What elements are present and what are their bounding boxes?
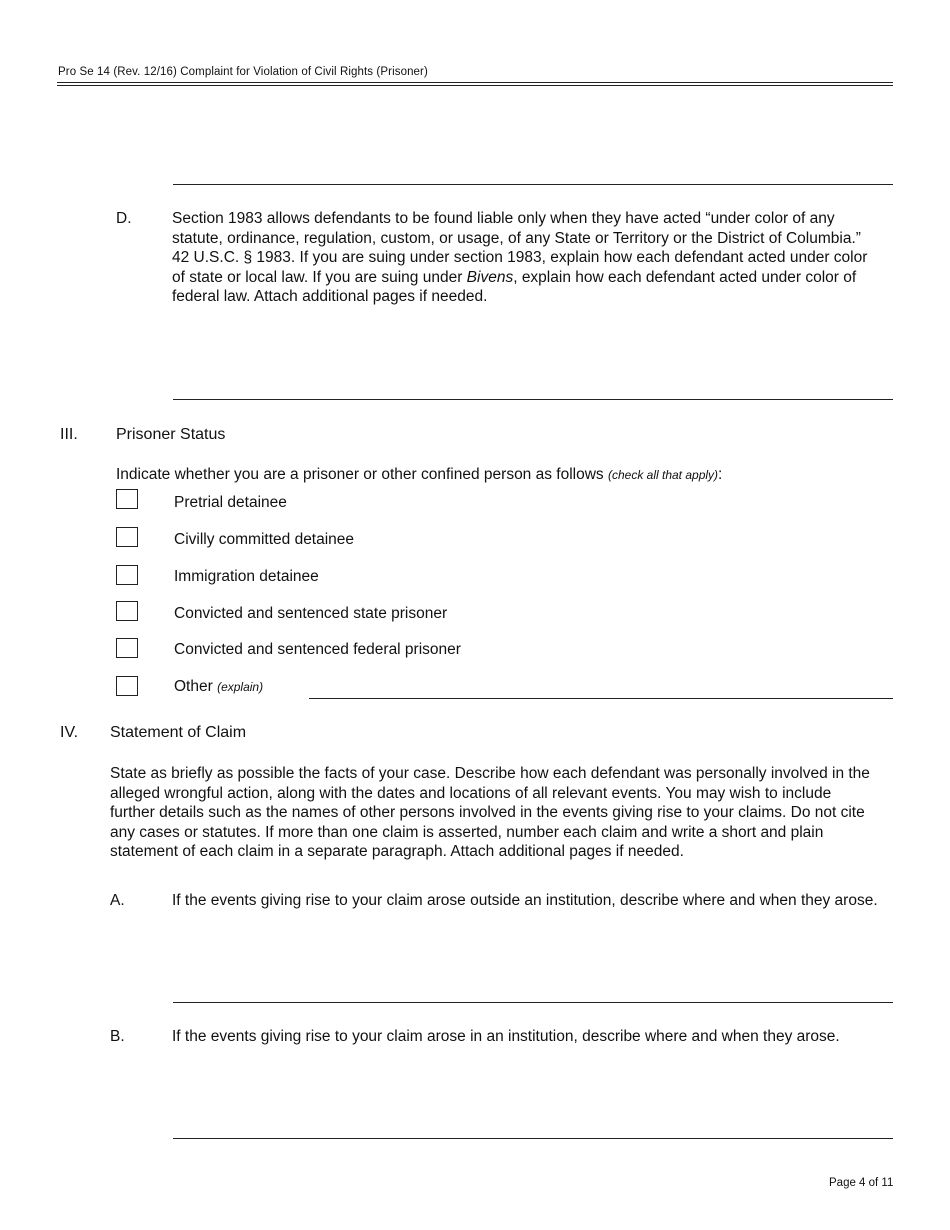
- section-iv-b-letter: B.: [110, 1028, 125, 1045]
- section-d-text-part1: Section 1983 allows defendants to be found liable only when they have acted “under color of any statute, ordinance, regulation, custom, or usage, of any State or Territory or the District of Columbia.” 42 U.S.C. § 1983. If you are suing under section 1983, explain how each defendant acted under color of state or local law. If you are suing under: [172, 210, 868, 286]
- instruction-note: (check all that apply): [607, 468, 719, 482]
- checkbox-other[interactable]: [116, 676, 138, 696]
- section-iv-a-text: If the events giving rise to your claim arose outside an institution, describe where and when they arose.: [172, 892, 878, 909]
- section-iii-instruction: [116, 465, 722, 486]
- checkbox-federal-prisoner[interactable]: [116, 638, 138, 658]
- checkbox-immigration-detainee[interactable]: [116, 565, 138, 585]
- checkbox-civilly-committed-detainee[interactable]: [116, 527, 138, 547]
- section-d-text-part2: , explain how each defendant acted under color of federal law. Attach additional pages if needed.: [172, 268, 857, 306]
- section-iii-numeral: III.: [60, 426, 78, 443]
- header-rule-bottom: [57, 85, 893, 86]
- label-state-prisoner: Convicted and sentenced state prisoner: [174, 605, 448, 622]
- section-iv-a-letter: A.: [110, 892, 125, 909]
- form-header-title: Pro Se 14 (Rev. 12/16) Complaint for Violation of Civil Rights (Prisoner): [58, 66, 428, 78]
- section-iv-b-answer-line[interactable]: [173, 1138, 893, 1139]
- instruction-text: Indicate whether you are a prisoner or other confined person as follows: [116, 466, 604, 483]
- previous-answer-line[interactable]: [173, 184, 893, 185]
- other-explain-line[interactable]: [309, 698, 893, 699]
- label-other-text: Other: [174, 678, 213, 695]
- page-number: Page 4 of 11: [829, 1177, 894, 1189]
- label-immigration-detainee: Immigration detainee: [174, 568, 319, 585]
- checkbox-pretrial-detainee[interactable]: [116, 489, 138, 509]
- section-d-letter: D.: [116, 210, 132, 227]
- label-other-note: (explain): [217, 680, 264, 694]
- checkbox-state-prisoner[interactable]: [116, 601, 138, 621]
- label-other: [174, 678, 263, 696]
- section-iv-numeral: IV.: [60, 724, 79, 741]
- section-iv-instructions: State as briefly as possible the facts of your case. Describe how each defendant was personally involved in the alleged wrongful action, along with the dates and locations of all relevant events. You may wish to include further details such as the names of other persons involved in the events giving rise to your claims. Do not cite any cases or statutes. If more than one claim is asserted, number each claim and write a short and plain statement of each claim in a separate paragraph. Attach additional pages if needed.: [110, 765, 870, 861]
- label-civilly-committed-detainee: Civilly committed detainee: [174, 531, 355, 548]
- section-iii-title: Prisoner Status: [116, 426, 226, 443]
- section-d-answer-line[interactable]: [173, 399, 893, 400]
- section-iv-b-text: If the events giving rise to your claim arose in an institution, describe where and when they arose.: [172, 1028, 840, 1045]
- section-iv-title: Statement of Claim: [110, 724, 247, 741]
- label-federal-prisoner: Convicted and sentenced federal prisoner: [174, 641, 461, 658]
- section-iv-a-answer-line[interactable]: [173, 1002, 893, 1003]
- label-pretrial-detainee: Pretrial detainee: [174, 494, 287, 511]
- instruction-colon: :: [718, 466, 723, 483]
- section-d-text: [172, 209, 872, 307]
- bivens-term: Bivens: [466, 268, 514, 286]
- header-rule-top: [57, 82, 893, 83]
